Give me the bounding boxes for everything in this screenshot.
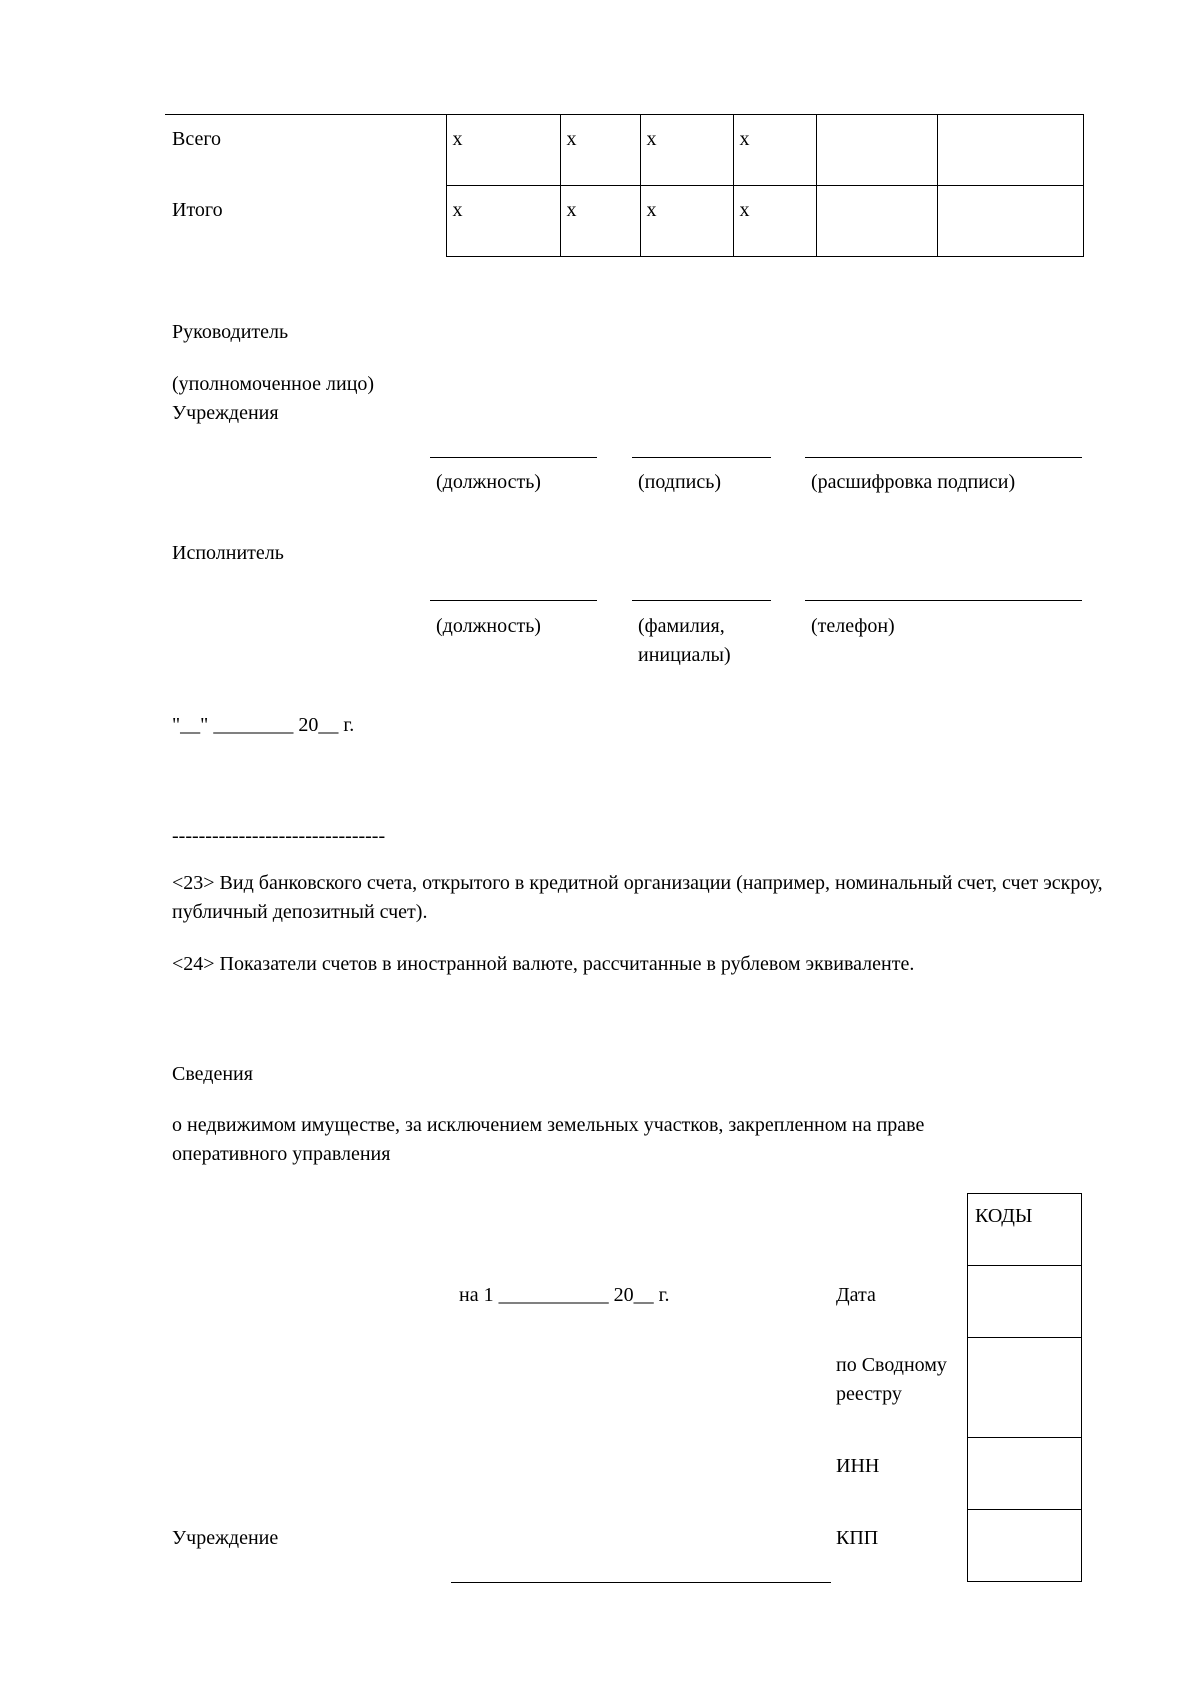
institution-label: Учреждение [172,1527,279,1549]
caption-full-name: (фамилия, инициалы) [638,615,731,666]
signature-line [632,600,771,601]
signature-line [805,457,1082,458]
codes-header: КОДЫ [968,1194,1082,1266]
caption-position: (должность) [436,615,541,637]
table-cell [816,186,937,257]
table-cell: x [733,186,816,257]
footnote-separator: -------------------------------- [172,825,386,847]
institution-line [451,1582,831,1583]
table-cell [937,186,1083,257]
code-cell-kpp [968,1510,1082,1582]
table-cell [816,115,937,186]
table-cell: x [560,115,640,186]
table-cell: x [640,115,733,186]
code-cell-inn [968,1438,1082,1510]
footnote-24: <24> Показатели счетов в иностранной валюте, рассчитанные в рублевом эквиваленте. [172,953,915,975]
caption-phone: (телефон) [811,615,895,637]
table-row [165,115,1083,186]
head-organization: Учреждения [172,402,279,424]
table-cell: x [640,186,733,257]
table-cell: x [446,115,560,186]
code-label-inn: ИНН [836,1455,880,1477]
signature-line [430,457,597,458]
summary-table [165,114,1084,257]
head-subtitle: (уполномоченное лицо) [172,373,375,395]
row-label-grand-total: Итого [172,198,223,221]
date-line: "__" ________ 20__ г. [172,714,355,736]
table-cell [937,115,1083,186]
code-label-kpp: КПП [836,1527,879,1549]
signature-line [632,457,771,458]
caption-signature: (подпись) [638,471,722,493]
table-cell: x [560,186,640,257]
code-label-registry: по Сводному реестру [836,1354,947,1405]
signature-line [805,600,1082,601]
section-subtitle: о недвижимом имуществе, за исключением земельных участков, закрепленном на праве оперативного управления [172,1114,925,1165]
caption-position: (должность) [436,471,541,493]
section-title: Сведения [172,1063,253,1085]
table-cell: x [446,186,560,257]
caption-signature-decoding: (расшифровка подписи) [811,471,1016,493]
code-cell-date [968,1266,1082,1338]
table-cell: x [733,115,816,186]
head-title: Руководитель [172,321,289,343]
signature-line [430,600,597,601]
code-label-date: Дата [836,1284,876,1306]
as-of-date: на 1 ___________ 20__ г. [459,1284,670,1306]
executor-label: Исполнитель [172,542,284,564]
row-label-total: Всего [165,115,446,186]
codes-table [967,1193,1082,1582]
code-cell-registry [968,1338,1082,1438]
footnote-23: <23> Вид банковского счета, открытого в кредитной организации (например, номинальный счет, счет эскроу, публичный депозитный счет). [172,872,1103,923]
table-row [165,186,1083,257]
